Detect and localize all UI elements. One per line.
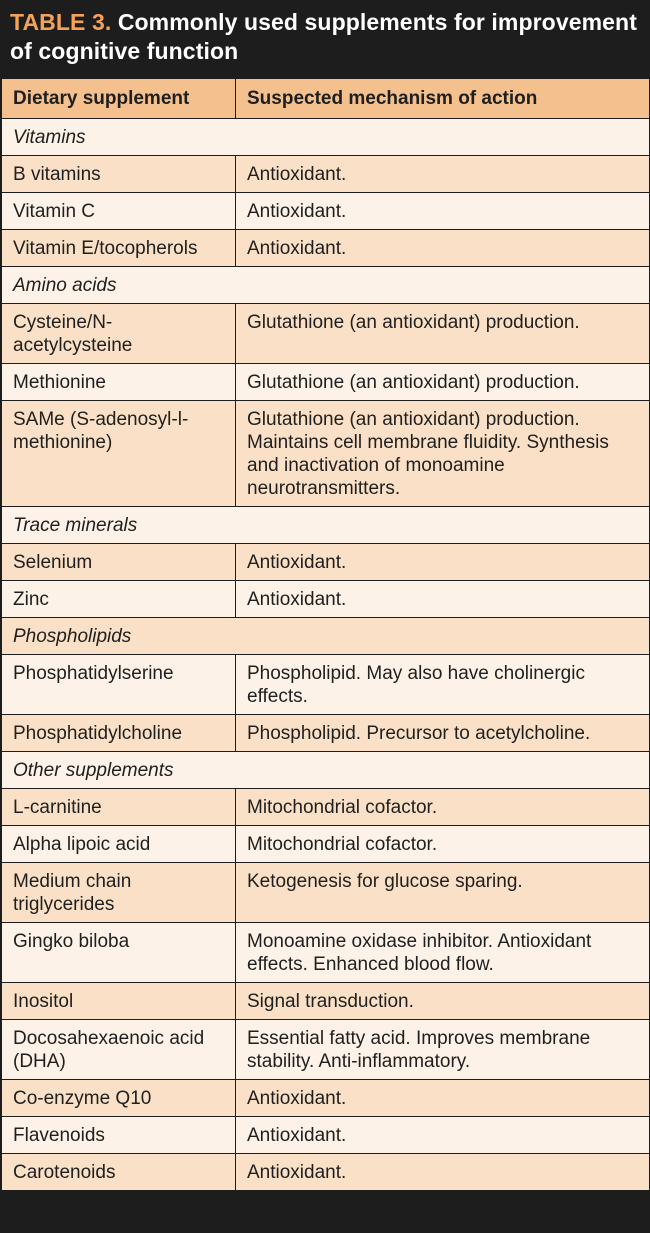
mechanism-cell: Mitochondrial cofactor. — [236, 789, 650, 826]
mechanism-cell: Ketogenesis for glucose sparing. — [236, 863, 650, 923]
mechanism-cell: Essential fatty acid. Improves membrane stability. Anti-inflammatory. — [236, 1020, 650, 1080]
table-row — [2, 983, 650, 1020]
table-row — [2, 193, 650, 230]
section-heading: Trace minerals — [2, 507, 650, 544]
mechanism-cell: Antioxidant. — [236, 1154, 650, 1191]
supplement-cell: Gingko biloba — [2, 923, 236, 983]
column-header-supplement: Dietary supplement — [2, 79, 236, 119]
table-row — [2, 1117, 650, 1154]
table-row — [2, 789, 650, 826]
supplements-table — [1, 78, 650, 1191]
mechanism-cell: Glutathione (an antioxidant) production. Maintains cell membrane fluidity. Synthesis and inactivation of monoamine neurotransmitters. — [236, 401, 650, 507]
mechanism-cell: Glutathione (an antioxidant) production. — [236, 304, 650, 364]
supplement-cell: Carotenoids — [2, 1154, 236, 1191]
table-row — [2, 1020, 650, 1080]
supplement-cell: B vitamins — [2, 156, 236, 193]
section-row — [2, 507, 650, 544]
mechanism-cell: Antioxidant. — [236, 544, 650, 581]
supplement-cell: L-carnitine — [2, 789, 236, 826]
supplement-cell: SAMe (S-adenosyl-l-methionine) — [2, 401, 236, 507]
supplement-cell: Zinc — [2, 581, 236, 618]
mechanism-cell: Antioxidant. — [236, 156, 650, 193]
table-row — [2, 655, 650, 715]
supplement-cell: Vitamin C — [2, 193, 236, 230]
section-row — [2, 618, 650, 655]
section-heading: Phospholipids — [2, 618, 650, 655]
mechanism-cell: Phospholipid. Precursor to acetylcholine. — [236, 715, 650, 752]
supplement-cell: Medium chain triglycerides — [2, 863, 236, 923]
table-row — [2, 1154, 650, 1191]
table-row — [2, 401, 650, 507]
supplement-cell: Cysteine/N-acetylcysteine — [2, 304, 236, 364]
mechanism-cell: Antioxidant. — [236, 1080, 650, 1117]
section-heading: Other supplements — [2, 752, 650, 789]
mechanism-cell: Antioxidant. — [236, 1117, 650, 1154]
supplement-cell: Vitamin E/tocopherols — [2, 230, 236, 267]
table-row — [2, 1080, 650, 1117]
table-row — [2, 826, 650, 863]
supplement-cell: Flavenoids — [2, 1117, 236, 1154]
mechanism-cell: Antioxidant. — [236, 230, 650, 267]
table-row — [2, 923, 650, 983]
table-row — [2, 544, 650, 581]
supplement-cell: Selenium — [2, 544, 236, 581]
section-heading: Vitamins — [2, 119, 650, 156]
table-row — [2, 715, 650, 752]
section-heading: Amino acids — [2, 267, 650, 304]
table-row — [2, 863, 650, 923]
header-row — [2, 79, 650, 119]
mechanism-cell: Signal transduction. — [236, 983, 650, 1020]
supplement-cell: Docosahexaenoic acid (DHA) — [2, 1020, 236, 1080]
supplement-cell: Phosphatidylserine — [2, 655, 236, 715]
table-number: TABLE 3. — [10, 9, 112, 35]
table-row — [2, 581, 650, 618]
table-row — [2, 304, 650, 364]
table-caption: Commonly used supplements for improvement of cognitive function — [10, 9, 637, 64]
supplement-cell: Methionine — [2, 364, 236, 401]
section-row — [2, 267, 650, 304]
mechanism-cell: Monoamine oxidase inhibitor. Antioxidant effects. Enhanced blood flow. — [236, 923, 650, 983]
table-title — [0, 0, 650, 78]
table-row — [2, 230, 650, 267]
mechanism-cell: Mitochondrial cofactor. — [236, 826, 650, 863]
mechanism-cell: Glutathione (an antioxidant) production. — [236, 364, 650, 401]
section-row — [2, 752, 650, 789]
table-body — [2, 119, 650, 1191]
mechanism-cell: Phospholipid. May also have cholinergic effects. — [236, 655, 650, 715]
table-row — [2, 364, 650, 401]
mechanism-cell: Antioxidant. — [236, 193, 650, 230]
section-row — [2, 119, 650, 156]
mechanism-cell: Antioxidant. — [236, 581, 650, 618]
column-header-mechanism: Suspected mechanism of action — [236, 79, 650, 119]
table-row — [2, 156, 650, 193]
supplement-cell: Phosphatidylcholine — [2, 715, 236, 752]
supplement-cell: Inositol — [2, 983, 236, 1020]
supplement-cell: Alpha lipoic acid — [2, 826, 236, 863]
supplement-cell: Co-enzyme Q10 — [2, 1080, 236, 1117]
